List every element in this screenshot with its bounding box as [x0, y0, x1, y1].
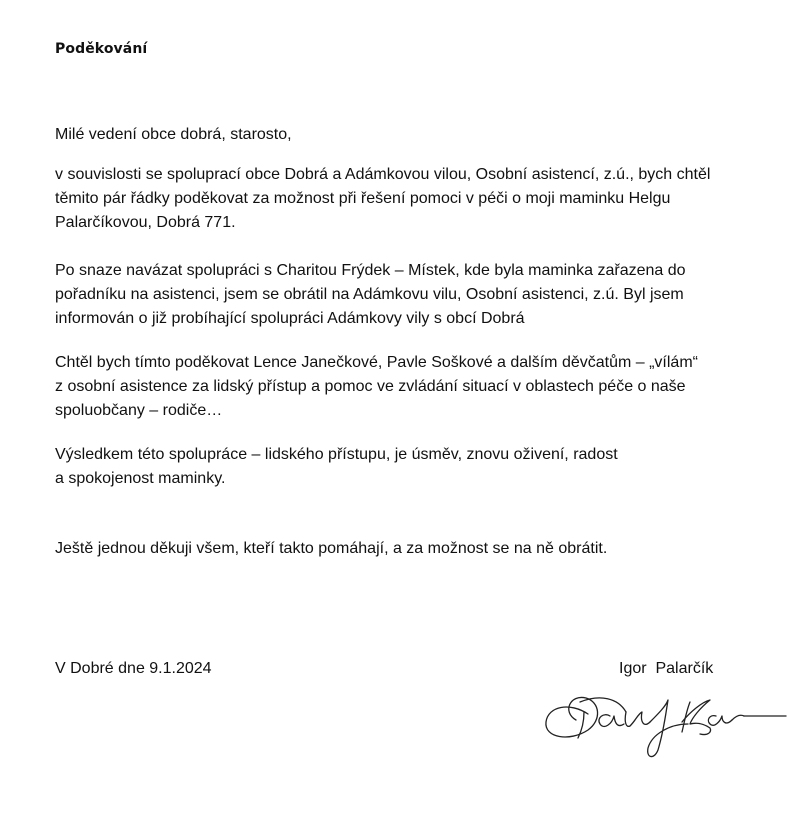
greeting: Milé vedení obce dobrá, starosto, — [55, 126, 292, 143]
paragraph-2-line-2: pořadníku na asistenci, jsem se obrátil na Adámkovu vilu, Osobní asistenci, z.ú. Byl jsem — [55, 286, 684, 303]
paragraph-1-line-1: v souvislosti se spoluprací obce Dobrá a Adámkovou vilou, Osobní asistencí, z.ú., bych chtěl — [55, 166, 711, 183]
paragraph-2-line-3: informován o již probíhající spolupráci Adámkovy vily s obcí Dobrá — [55, 310, 525, 327]
paragraph-2 — [55, 259, 775, 331]
paragraph-1 — [55, 163, 775, 235]
paragraph-2-line-1: Po snaze navázat spolupráci s Charitou Frýdek – Místek, kde byla maminka zařazena do — [55, 262, 686, 279]
paragraph-4-line-1: Výsledkem této spolupráce – lidského přístupu, je úsměv, znovu oživení, radost — [55, 446, 618, 463]
paragraph-3-line-2: z osobní asistence za lidský přístup a pomoc ve zvládání situací v oblastech péče o naše — [55, 378, 686, 395]
signatory-name: Igor Palarčík — [619, 660, 714, 677]
paragraph-1-line-3: Palarčíkovou, Dobrá 771. — [55, 214, 236, 231]
paragraph-3-line-1: Chtěl bych tímto poděkovat Lence Janečkové, Pavle Soškové a dalším děvčatům – „vílám“ — [55, 354, 698, 371]
paragraph-3 — [55, 351, 775, 423]
paragraph-4-line-2: a spokojenost maminky. — [55, 470, 226, 487]
handwritten-signature — [540, 672, 790, 772]
paragraph-1-line-2: těmito pár řádky poděkovat za možnost při řešení pomoci v péči o moji maminku Helgu — [55, 190, 671, 207]
paragraph-3-line-3: spoluobčany – rodiče… — [55, 402, 223, 419]
date-line: V Dobré dne 9.1.2024 — [55, 660, 212, 677]
paragraph-4 — [55, 443, 775, 491]
closing-line: Ještě jednou děkuji všem, kteří takto pomáhají, a za možnost se na ně obrátit. — [55, 540, 608, 557]
letter-title: Poděkování — [55, 41, 148, 57]
